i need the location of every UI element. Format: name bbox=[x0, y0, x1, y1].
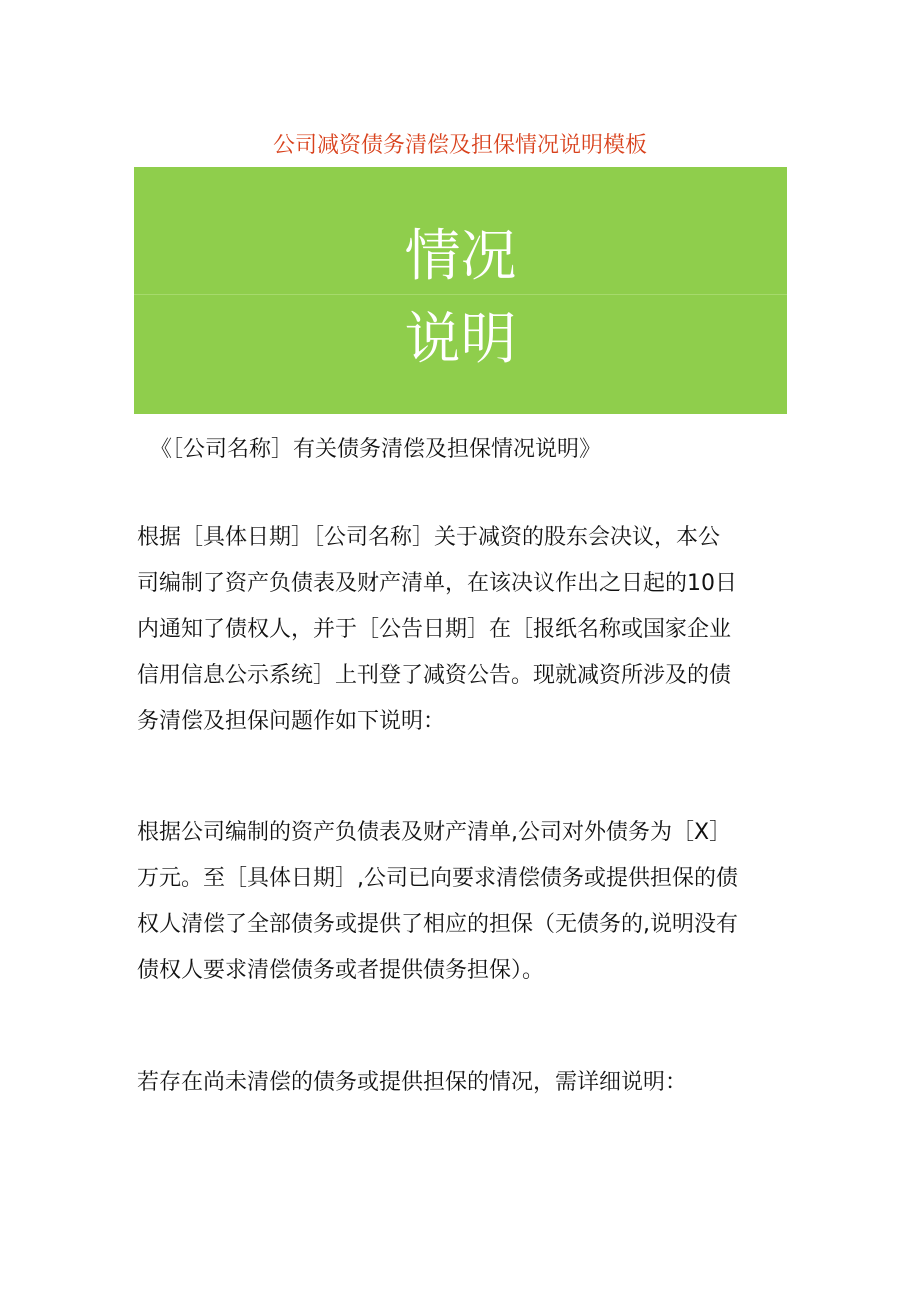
title-banner bbox=[134, 167, 787, 414]
banner-line-2: 说明 bbox=[404, 307, 517, 372]
banner-line-1: 情况 bbox=[404, 224, 517, 289]
paragraph-line: 权人清偿了全部债务或提供了相应的担保（无债务的,说明没有 bbox=[137, 912, 738, 937]
paragraph-line: 根据［具体日期］［公司名称］关于减资的股东会决议，本公 bbox=[137, 525, 721, 550]
paragraph-outstanding bbox=[137, 1060, 777, 1106]
paragraph-debt-status bbox=[137, 810, 777, 994]
paragraph-line: 万元。至［具体日期］,公司已向要求清偿债务或提供担保的债 bbox=[137, 866, 738, 891]
paragraph-line: 根据公司编制的资产负债表及财产清单,公司对外债务为［X］ bbox=[137, 820, 732, 845]
paragraph-line: 司编制了资产负债表及财产清单，在该决议作出之日起的10日 bbox=[137, 571, 737, 596]
paragraph-line: 务清偿及担保问题作如下说明： bbox=[137, 709, 446, 734]
paragraph-line: 债权人要求清偿债务或者提供债务担保）。 bbox=[137, 958, 545, 983]
paragraph-line: 若存在尚未清偿的债务或提供担保的情况，需详细说明： bbox=[137, 1070, 688, 1095]
paragraph-resolution bbox=[137, 515, 777, 745]
paragraph-line: 内通知了债权人，并于［公告日期］在［报纸名称或国家企业 bbox=[137, 617, 732, 642]
document-subtitle: 《［公司名称］有关债务清偿及担保情况说明》 bbox=[150, 437, 602, 462]
banner-divider bbox=[134, 294, 787, 295]
document-title: 公司减资债务清偿及担保情况说明模板 bbox=[272, 133, 647, 158]
paragraph-line: 信用信息公示系统］上刊登了减资公告。现就减资所涉及的债 bbox=[137, 663, 732, 688]
